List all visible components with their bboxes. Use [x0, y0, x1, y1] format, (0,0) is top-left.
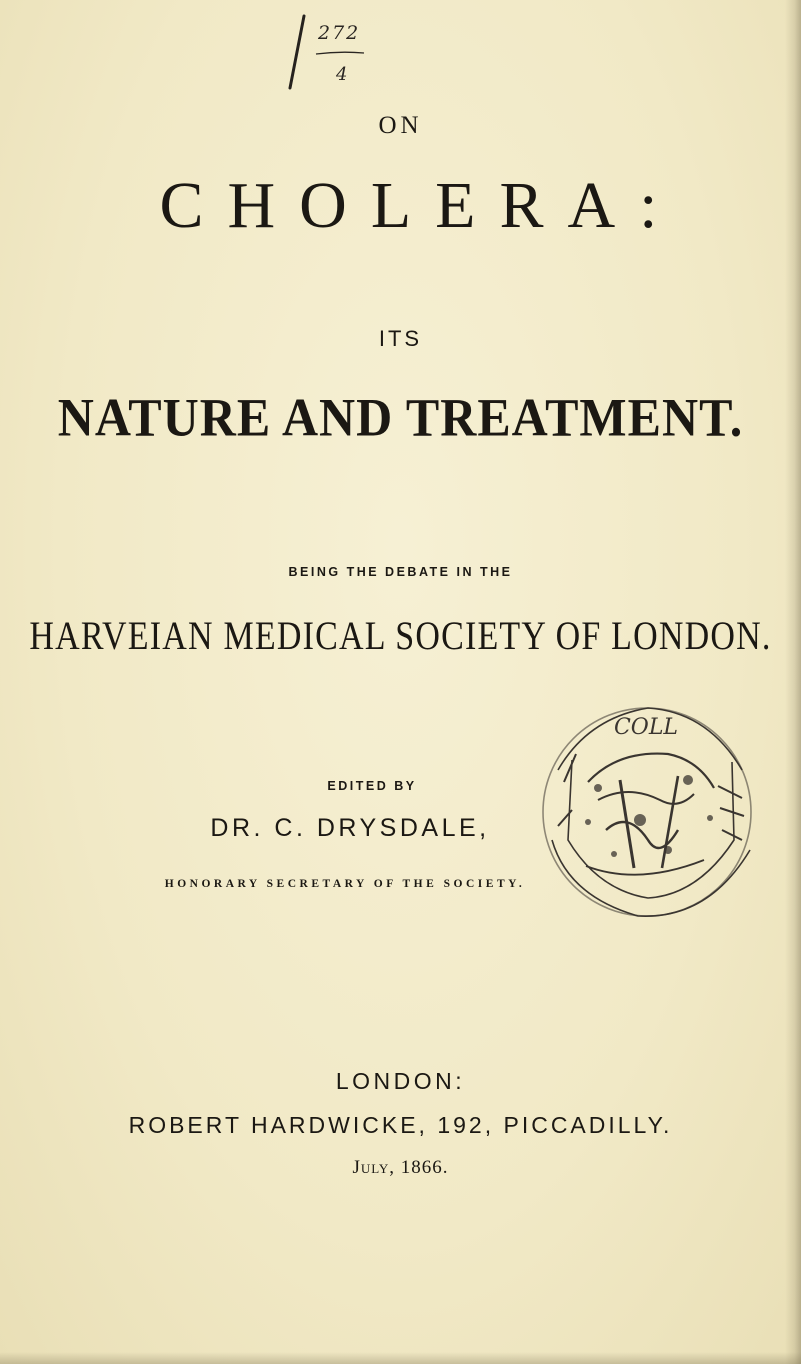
- title-prefix: ON: [378, 112, 423, 139]
- imprint-place: LONDON:: [335, 1068, 466, 1094]
- page-bottom-shadow: [0, 1352, 801, 1364]
- shelfmark-fraction: 4: [336, 64, 348, 85]
- society-name: HARVEIAN MEDICAL SOCIETY OF LONDON.: [29, 614, 772, 659]
- handwritten-shelfmark: [282, 10, 402, 100]
- book-title: CHOLERA:: [159, 169, 682, 242]
- editor-name: DR. C. DRYSDALE,: [210, 814, 490, 842]
- library-stamp: [528, 690, 766, 934]
- imprint-publisher: ROBERT HARDWICKE, 192, PICCADILLY.: [128, 1112, 673, 1138]
- page-edge-shadow: [785, 0, 801, 1364]
- edited-by-label: EDITED BY: [327, 779, 417, 793]
- stamp-text: COLL: [613, 715, 679, 740]
- editor-role: HONORARY SECRETARY OF THE SOCIETY.: [164, 878, 526, 890]
- imprint-date: July, 1866.: [352, 1157, 449, 1178]
- book-subtitle: NATURE AND TREATMENT.: [57, 386, 744, 448]
- title-connector: ITS: [378, 326, 423, 351]
- shelfmark-number: 272: [318, 22, 361, 44]
- being-line: BEING THE DEBATE IN THE: [288, 565, 513, 579]
